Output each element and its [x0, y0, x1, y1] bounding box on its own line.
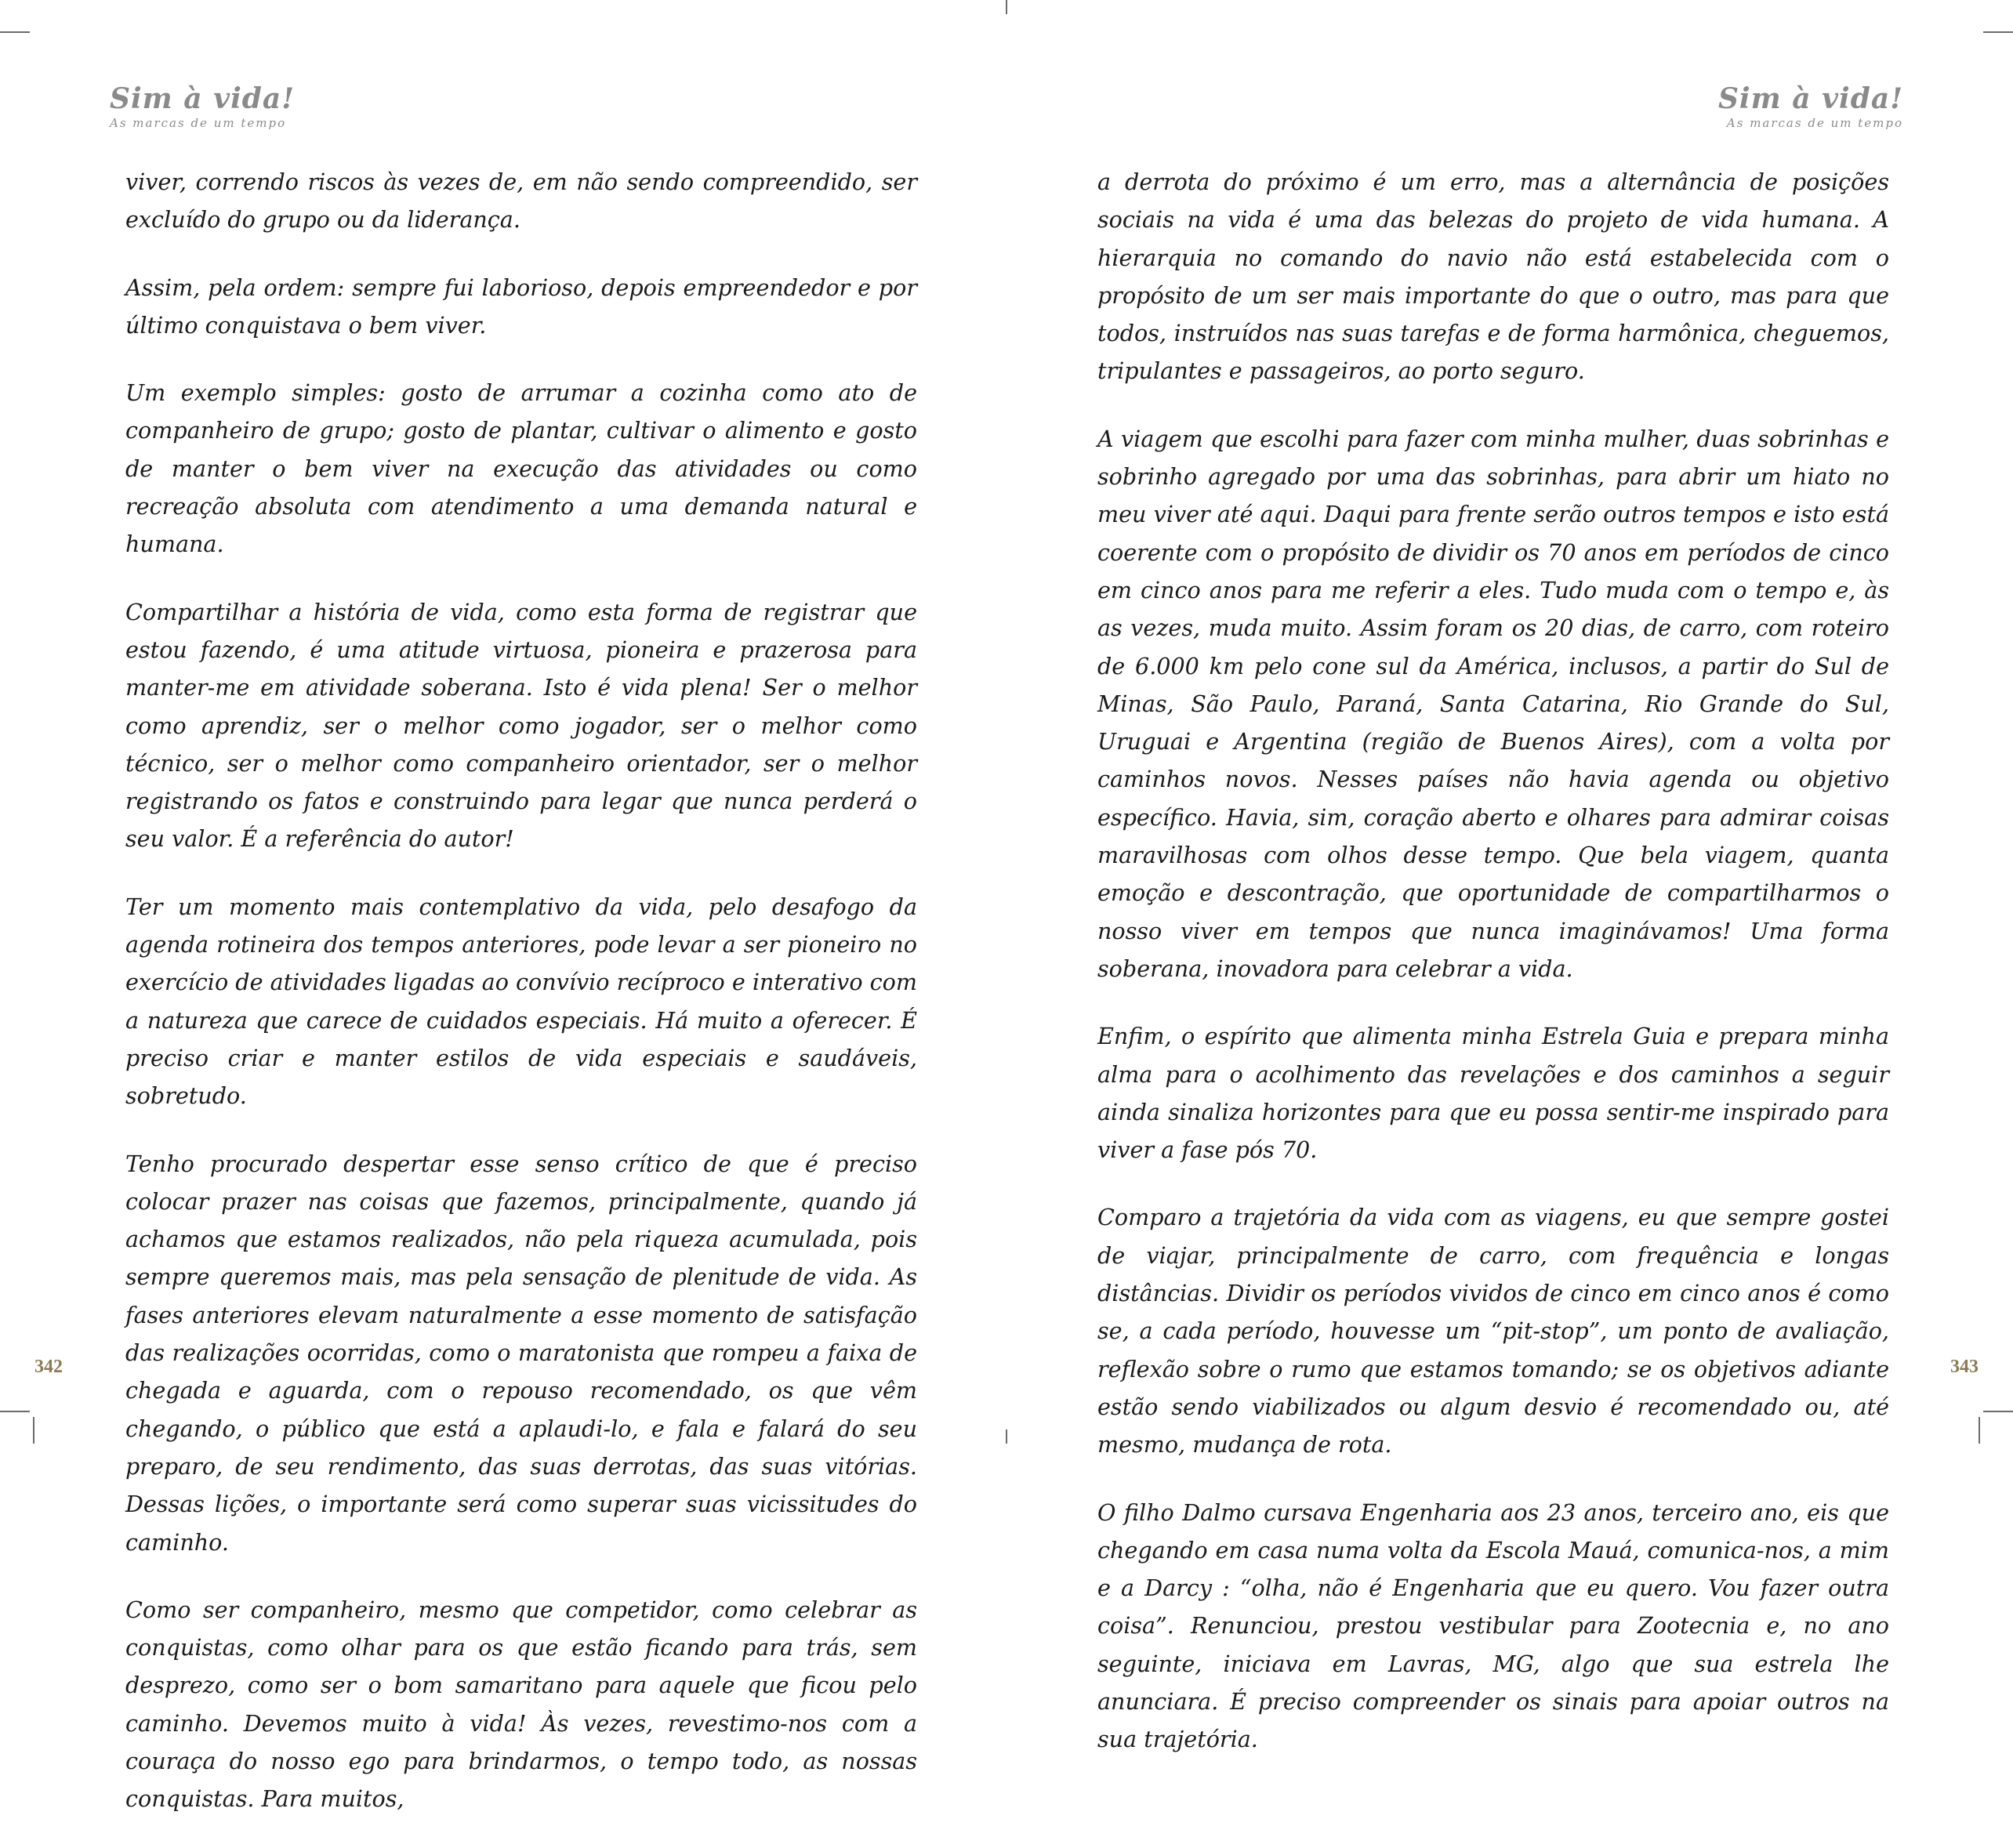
page-number: 342	[34, 1357, 63, 1377]
book-title: Sim à vida!	[1717, 82, 1903, 115]
right-page	[1006, 0, 2013, 1753]
paragraph: Tenho procurado despertar esse senso crítico de que é preciso colocar prazer nas coisas que fazemos, principalmente, quando já achamos que estamos realizados, não pela riqueza acumulada, pois sempre queremos mais, mas pela sensação de plenitude de vida. As fases anteriores elevam naturalmente a esse momento de satisfação das realizações ocorridas, como o maratonista que rompeu a faixa de chegada e aguarda, com o repouso recomendado, os que vêm chegando, o público que está a aplaudi-lo, e fala e falará do seu preparo, de seu rendimento, das suas derrotas, das suas vitórias. Dessas lições, o importante será como superar suas vicissitudes do caminho.	[125, 1150, 917, 1556]
body-text	[1097, 163, 1889, 1788]
paragraph: A viagem que escolhi para fazer com minha mulher, duas sobrinhas e sobrinho agregado por uma das sobrinhas, para abrir um hiato no meu viver até aqui. Daqui para frente serão outros tempos e isto está coerente com o propósito de dividir os 70 anos em períodos de cinco em cinco anos para me referir a eles. Tudo muda com o tempo e, às as vezes, muda muito. Assim foram os 20 dias, de carro, com roteiro de 6.000 km pelo cone sul da América, inclusos, a partir do Sul de Minas, São Paulo, Paraná, Santa Catarina, Rio Grande do Sul, Uruguai e Argentina (região de Buenos Aires), com a volta por caminhos novos. Nesses países não havia agenda ou objetivo específico. Havia, sim, coração aberto e olhares para admirar coisas maravilhosas com olhos desse tempo. Que bela viagem, quanta emoção e descontração, que oportunidade de compartilharmos o nosso viver em tempos que nunca imaginávamos! Uma forma soberana, inovadora para celebrar a vida.	[1097, 425, 1889, 982]
paragraph: Comparo a trajetória da vida com as viagens, eu que sempre gostei de viajar, principalmente de carro, com frequência e longas distâncias. Dividir os períodos vividos de cinco em cinco anos é como se, a cada período, houvesse um “pit-stop”, um ponto de avaliação, reflexão sobre o rumo que estamos tomando; se os objetivos adiante estão sendo viabilizados ou algum desvio é recomendado ou, até mesmo, mudança de rota.	[1097, 1204, 1889, 1458]
body-text	[125, 163, 917, 1848]
paragraph: Assim, pela ordem: sempre fui laborioso, depois empreendedor e por último conquistava o bem viver.	[125, 274, 917, 339]
paragraph: a derrota do próximo é um erro, mas a alternância de posições sociais na vida é uma das belezas do projeto de vida humana. A hierarquia no comando do navio não está estabelecida com o propósito de um ser mais importante do que o outro, mas para que todos, instruídos nas suas tarefas e de forma harmônica, cheguemos, tripulantes e passageiros, ao porto seguro.	[1097, 168, 1889, 385]
page-number: 343	[1950, 1357, 1979, 1377]
paragraph: Ter um momento mais contemplativo da vida, pelo desafogo da agenda rotineira dos tempos anteriores, pode levar a ser pioneiro no exercício de atividades ligadas ao convívio recíproco e interativo com a natureza que carece de cuidados especiais. Há muito a oferecer. É preciso criar e manter estilos de vida especiais e saudáveis, sobretudo.	[125, 893, 917, 1110]
paragraph: Compartilhar a história de vida, como esta forma de registrar que estou fazendo, é uma atitude virtuosa, pioneira e prazerosa para manter-me em atividade soberana. Isto é vida plena! Ser o melhor como aprendiz, ser o melhor como jogador, ser o melhor como técnico, ser o melhor como companheiro orientador, ser o melhor registrando os fatos e construindo para legar que nunca perderá o seu valor. É a referência do autor!	[125, 598, 917, 853]
paragraph: Um exemplo simples: gosto de arrumar a cozinha como ato de companheiro de grupo; gosto de plantar, cultivar o alimento e gosto de manter o bem viver na execução das atividades ou como recreação absoluta com atendimento a uma demanda natural e humana.	[125, 379, 917, 558]
paragraph: viver, correndo riscos às vezes de, em não sendo compreendido, ser excluído do grupo ou da liderança.	[125, 168, 917, 234]
book-subtitle: As marcas de um tempo	[1726, 116, 1903, 130]
paragraph: Enfim, o espírito que alimenta minha Estrela Guia e prepara minha alma para o acolhimento das revelações e dos caminhos a seguir ainda sinaliza horizontes para que eu possa sentir-me inspirado para viver a fase pós 70.	[1097, 1023, 1889, 1164]
running-header	[1718, 82, 1903, 130]
running-header	[110, 82, 295, 130]
book-subtitle: As marcas de um tempo	[110, 116, 287, 130]
left-page	[0, 0, 1006, 1813]
paragraph: O filho Dalmo cursava Engenharia aos 23 anos, terceiro ano, eis que chegando em casa numa volta da Escola Mauá, comunica-nos, a mim e a Darcy : “olha, não é Engenharia que eu quero. Vou fazer outra coisa”. Renunciou, prestou vestibular para Zootecnia e, no ano seguinte, iniciava em Lavras, MG, algo que sua estrela lhe anunciara. É preciso compreender os sinais para apoiar outros na sua trajetória.	[1097, 1498, 1889, 1753]
paragraph: Como ser companheiro, mesmo que competidor, como celebrar as conquistas, como olhar para os que estão ficando para trás, sem desprezo, como ser o bom samaritano para aquele que ficou pelo caminho. Devemos muito à vida! Às vezes, revestimo-nos com a couraça do nosso ego para brindarmos, o tempo todo, as nossas conquistas. Para muitos,	[125, 1596, 917, 1813]
book-title: Sim à vida!	[110, 82, 296, 115]
